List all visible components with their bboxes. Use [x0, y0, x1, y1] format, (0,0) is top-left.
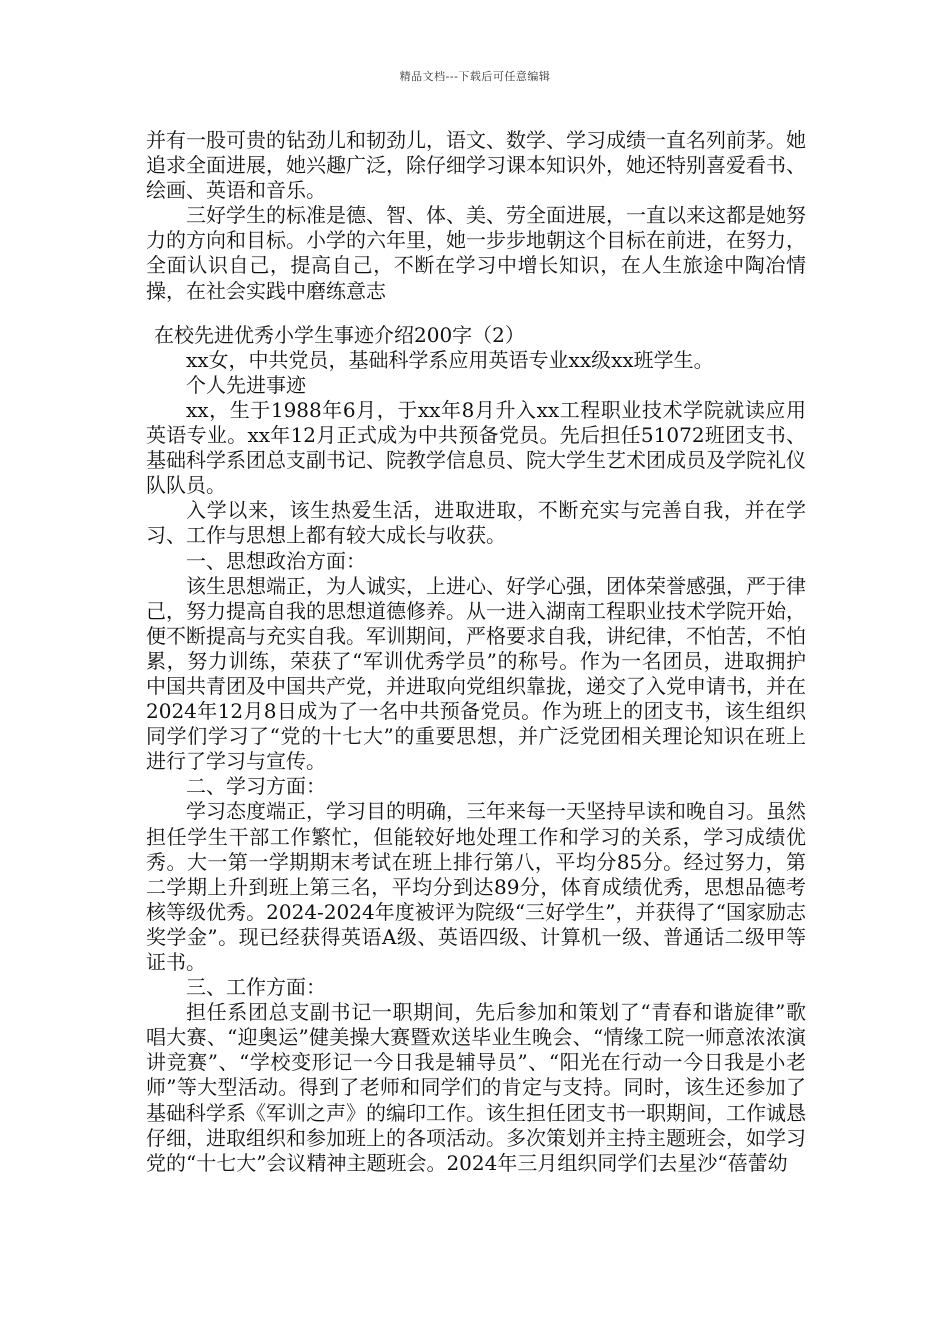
paragraph: 该生思想端正，为人诚实，上进心、好学心强，团体荣誉感强，严于律己，努力提高自我的思想道德修养。从一进入湖南工程职业技术学院开始，便不断提高与充实自我。军训期间，严格要求自我，讲纪律，不怕苦，不怕累，努力训练，荣获了“军训优秀学员”的称号。作为一名团员，进取拥护中国共青团及中国共产党，并进取向党组织靠拢，递交了入党申请书，并在2024年12月8日成为了一名中共预备党员。作为班上的团支书，该生组织同学们学习了“党的十七大”的重要思想，并广泛党团相关理论知识在班上进行了学习与宣传。 [146, 573, 806, 774]
paragraph: 三好学生的标准是德、智、体、美、劳全面进展，一直以来这都是她努力的方向和目标。小学的六年里，她一步步地朝这个目标在前进，在努力，全面认识自己，提高自己，不断在学习中增长知识，在人生旅途中陶冶情操，在社会实践中磨练意志 [146, 203, 806, 303]
paragraph-gap [146, 304, 806, 323]
paragraph: xx，生于1988年6月，于xx年8月升入xx工程职业技术学院就读应用英语专业。xx年12月正式成为中共预备党员。先后担任51072班团支书、基础科学系团总支副书记、院教学信息员、院大学生艺术团成员及学院礼仪队队员。 [146, 397, 806, 498]
paragraph-continuation: 并有一股可贵的钻劲儿和韧劲儿，语文、数学、学习成绩一直名列前茅。她追求全面进展，她兴趣广泛，除仔细学习课本知识外，她还特别喜爱看书、绘画、英语和音乐。 [146, 128, 806, 203]
page-header: 精品文档---下载后可任意编辑 [399, 70, 551, 83]
paragraph: 担任系团总支副书记一职期间，先后参加和策划了“青春和谐旋律”歌唱大赛、“迎奥运”健美操大赛暨欢送毕业生晚会、“情缘工院一师意浓浓演讲竞赛”、“学校变形记一今日我是辅导员”、“阳光在行动一今日我是小老师”等大型活动。得到了老师和同学们的肯定与支持。同时，该生还参加了基础科学系《军训之声》的编印工作。该生担任团支书一职期间，工作诚恳仔细，进取组织和参加班上的各项活动。多次策划并主持主题班会，如学习党的“十七大”会议精神主题班会。2024年三月组织同学们去星沙“蓓蕾幼 [146, 1000, 806, 1175]
paragraph: 入学以来，该生热爱生活，进取进取，不断充实与完善自我，并在学习、工作与思想上都有较大成长与收获。 [146, 498, 806, 548]
subheading: 个人先进事迹 [186, 372, 306, 397]
subheading: 三、工作方面： [186, 975, 326, 1000]
section-title: 在校先进优秀小学生事迹介绍200字（2） [154, 322, 525, 347]
subheading: 一、思想政治方面： [186, 548, 366, 573]
paragraph: xx女，中共党员，基础科学系应用英语专业xx级xx班学生。 [186, 347, 714, 372]
subheading: 二、学习方面： [186, 774, 326, 799]
document-body [146, 128, 806, 1176]
paragraph: 学习态度端正，学习目的明确，三年来每一天坚持早读和晚自习。虽然担任学生干部工作繁忙，但能较好地处理工作和学习的关系，学习成绩优秀。大一第一学期期末考试在班上排行第八，平均分85分。经过努力，第二学期上升到班上第三名，平均分到达89分，体育成绩优秀，思想品德考核等级优秀。2024-2024年度被评为院级“三好学生”，并获得了“国家励志奖学金”。现已经获得英语A级、英语四级、计算机一级、普通话二级甲等证书。 [146, 799, 806, 974]
